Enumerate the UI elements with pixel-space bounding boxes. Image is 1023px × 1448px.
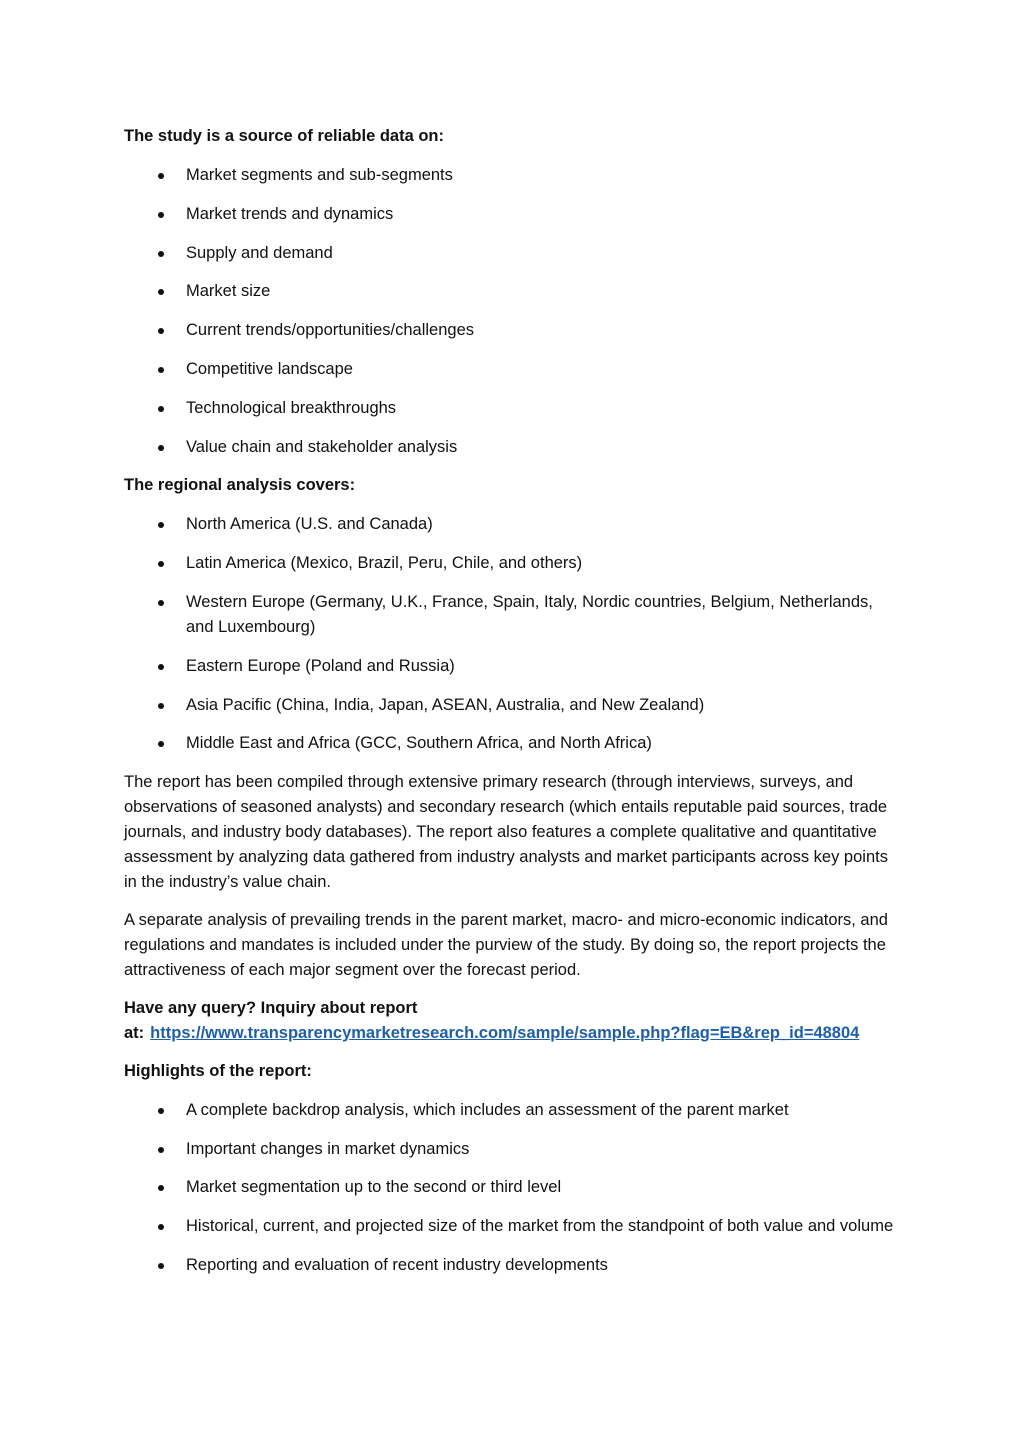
- inquiry-text: Have any query? Inquiry about report: [124, 998, 418, 1017]
- list-item: Important changes in market dynamics: [124, 1137, 904, 1162]
- list-item: Current trends/opportunities/challenges: [124, 318, 904, 343]
- list-item: Value chain and stakeholder analysis: [124, 435, 904, 460]
- list-item: North America (U.S. and Canada): [124, 512, 904, 537]
- bullet-icon: [158, 1108, 164, 1114]
- paragraph-analysis: A separate analysis of prevailing trends in the parent market, macro- and micro-economic indicators, and regulations and mandates is included under the purview of the study. By doing so, the report projects the attractiveness of each major segment over the forecast period.: [124, 910, 888, 979]
- bullet-icon: [158, 328, 164, 334]
- bullet-icon: [158, 522, 164, 528]
- bullet-icon: [158, 1147, 164, 1153]
- list-item: Reporting and evaluation of recent industry developments: [124, 1253, 904, 1278]
- paragraph-methodology: The report has been compiled through extensive primary research (through interviews, surveys, and observations of seasoned analysts) and secondary research (which entails reputable paid sources, trade journals, and industry body databases). The report also features a complete qualitative and quantitative assessment by analyzing data gathered from industry analysts and market participants across key points in the industry’s value chain.: [124, 773, 888, 892]
- bullet-icon: [158, 1224, 164, 1230]
- bullet-icon: [158, 1185, 164, 1191]
- list-item: Competitive landscape: [124, 357, 904, 382]
- bullet-icon: [158, 600, 164, 606]
- list-item: Market segmentation up to the second or third level: [124, 1175, 904, 1200]
- inquiry-link[interactable]: https://www.transparencymarketresearch.com/sample/sample.php?flag=EB&rep_id=48804: [150, 1023, 860, 1042]
- list-item: Eastern Europe (Poland and Russia): [124, 654, 904, 679]
- bullet-icon: [158, 173, 164, 179]
- list-item: A complete backdrop analysis, which includes an assessment of the parent market: [124, 1098, 904, 1123]
- list-item: Market size: [124, 279, 904, 304]
- inquiry-at-label: at:: [124, 1023, 145, 1042]
- regional-list: [124, 512, 904, 756]
- list-item: Latin America (Mexico, Brazil, Peru, Chile, and others): [124, 551, 904, 576]
- list-item: Technological breakthroughs: [124, 396, 904, 421]
- bullet-icon: [158, 664, 164, 670]
- list-item: Market trends and dynamics: [124, 202, 904, 227]
- bullet-icon: [158, 703, 164, 709]
- section-heading-regional: The regional analysis covers:: [124, 476, 356, 495]
- section-heading-highlights: Highlights of the report:: [124, 1061, 312, 1080]
- bullet-icon: [158, 212, 164, 218]
- list-item: Supply and demand: [124, 241, 904, 266]
- list-item: Historical, current, and projected size of the market from the standpoint of both value and volume: [124, 1214, 904, 1239]
- bullet-icon: [158, 251, 164, 257]
- document-page: [124, 124, 904, 1292]
- bullet-icon: [158, 406, 164, 412]
- bullet-icon: [158, 445, 164, 451]
- bullet-icon: [158, 1263, 164, 1269]
- study-data-list: [124, 163, 904, 460]
- inquiry-block: [124, 996, 904, 1046]
- list-item: Middle East and Africa (GCC, Southern Africa, and North Africa): [124, 731, 904, 756]
- bullet-icon: [158, 741, 164, 747]
- bullet-icon: [158, 561, 164, 567]
- bullet-icon: [158, 367, 164, 373]
- list-item: Asia Pacific (China, India, Japan, ASEAN, Australia, and New Zealand): [124, 693, 904, 718]
- bullet-icon: [158, 289, 164, 295]
- list-item: Western Europe (Germany, U.K., France, Spain, Italy, Nordic countries, Belgium, Netherlands, and Luxembourg): [124, 590, 904, 640]
- list-item: Market segments and sub-segments: [124, 163, 904, 188]
- section-heading-study: The study is a source of reliable data on:: [124, 127, 444, 145]
- highlights-list: [124, 1098, 904, 1278]
